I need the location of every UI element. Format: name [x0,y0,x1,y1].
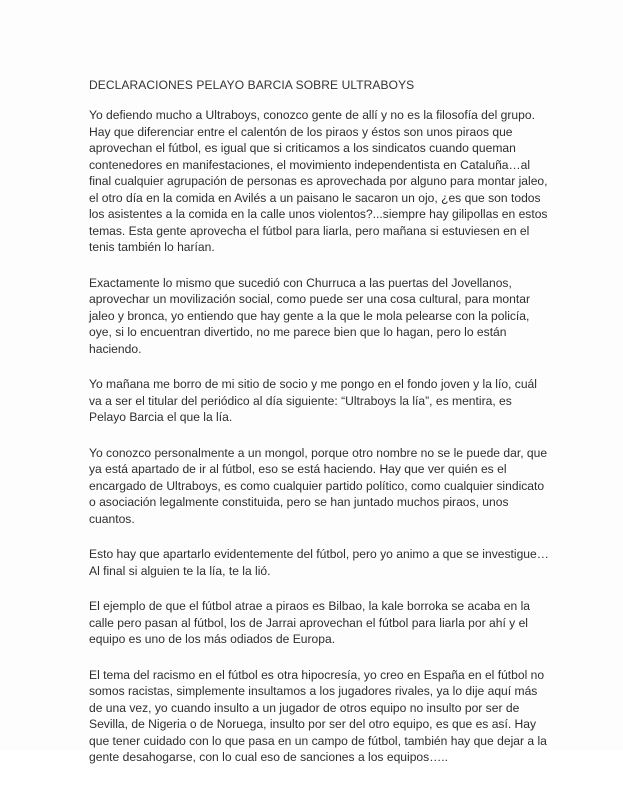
paragraph-1: Yo defiendo mucho a Ultraboys, conozco gente de allí y no es la filosofía del grupo. Hay que diferenciar entre el calentón de los piraos y éstos son unos piraos que aprovechan el fútbol, es igual que si criticamos a los sindicatos cuando queman contenedores en manifestaciones, el movimiento independentista en Cataluña…al final cualquier agrupación de personas es aprovechada por alguno para montar jaleo, el otro día en la comida en Avilés a un paisano le sacaron un ojo, ¿es que son todos los asistentes a la comida en la calle unos violentos?...siempre hay gilipollas en estos temas. Esta gente aprovecha el fútbol para liarla, pero mañana si estuviesen en el tenis también lo harían. [89,108,548,254]
paragraph-4: Yo conozco personalmente a un mongol, porque otro nombre no se le puede dar, que ya está apartado de ir al fútbol, eso se está haciendo. Hay que ver quién es el encargado de Ultraboys, es como cualquier partido político, como cualquier sindicato o asociación legalmente constituida, pero se han juntado muchos piraos, unos cuantos. [89,445,548,526]
document-body [89,107,551,785]
paragraph-2: Exactamente lo mismo que sucedió con Churruca a las puertas del Jovellanos, aprovechar un movilización social, como puede ser una cosa cultural, para montar jaleo y bronca, yo entiendo que hay gente a la que le mola pelearse con la policía, oye, si lo encuentran divertido, no me parece bien que lo hagan, pero lo están haciendo. [89,275,530,356]
paragraph-5: Esto hay que apartarlo evidentemente del fútbol, pero yo animo a que se investigue…Al final si alguien te la lía, te la lió. [89,547,549,578]
paragraph-3: Yo mañana me borro de mi sitio de socio y me pongo en el fondo joven y la lío, cuál va a ser el titular del periódico al día siguiente: “Ultraboys la lía”, es mentira, es Pelayo Barcia el que la lía. [89,377,537,424]
document-title: DECLARACIONES PELAYO BARCIA SOBRE ULTRABOYS [89,78,415,92]
paragraph-7: El tema del racismo en el fútbol es otra hipocresía, yo creo en España en el fútbol no somos racistas, simplemente insultamos a los jugadores rivales, ya lo dije aquí más de una vez, yo cuando insulto a un jugador de otros equipo no insulto por ser de Sevilla, de Nigeria o de Noruega, insulto por ser del otro equipo, es que es así. Hay que tener cuidado con lo que pasa en un campo de fútbol, también hay que dejar a la gente desahogarse, con lo cual eso de sanciones a los equipos….. [89,667,547,764]
paragraph-6: El ejemplo de que el fútbol atrae a piraos es Bilbao, la kale borroka se acaba en la calle pero pasan al fútbol, los de Jarrai aprovechan el fútbol para liarla por ahí y el equipo es uno de los más odiados de Europa. [89,599,531,646]
